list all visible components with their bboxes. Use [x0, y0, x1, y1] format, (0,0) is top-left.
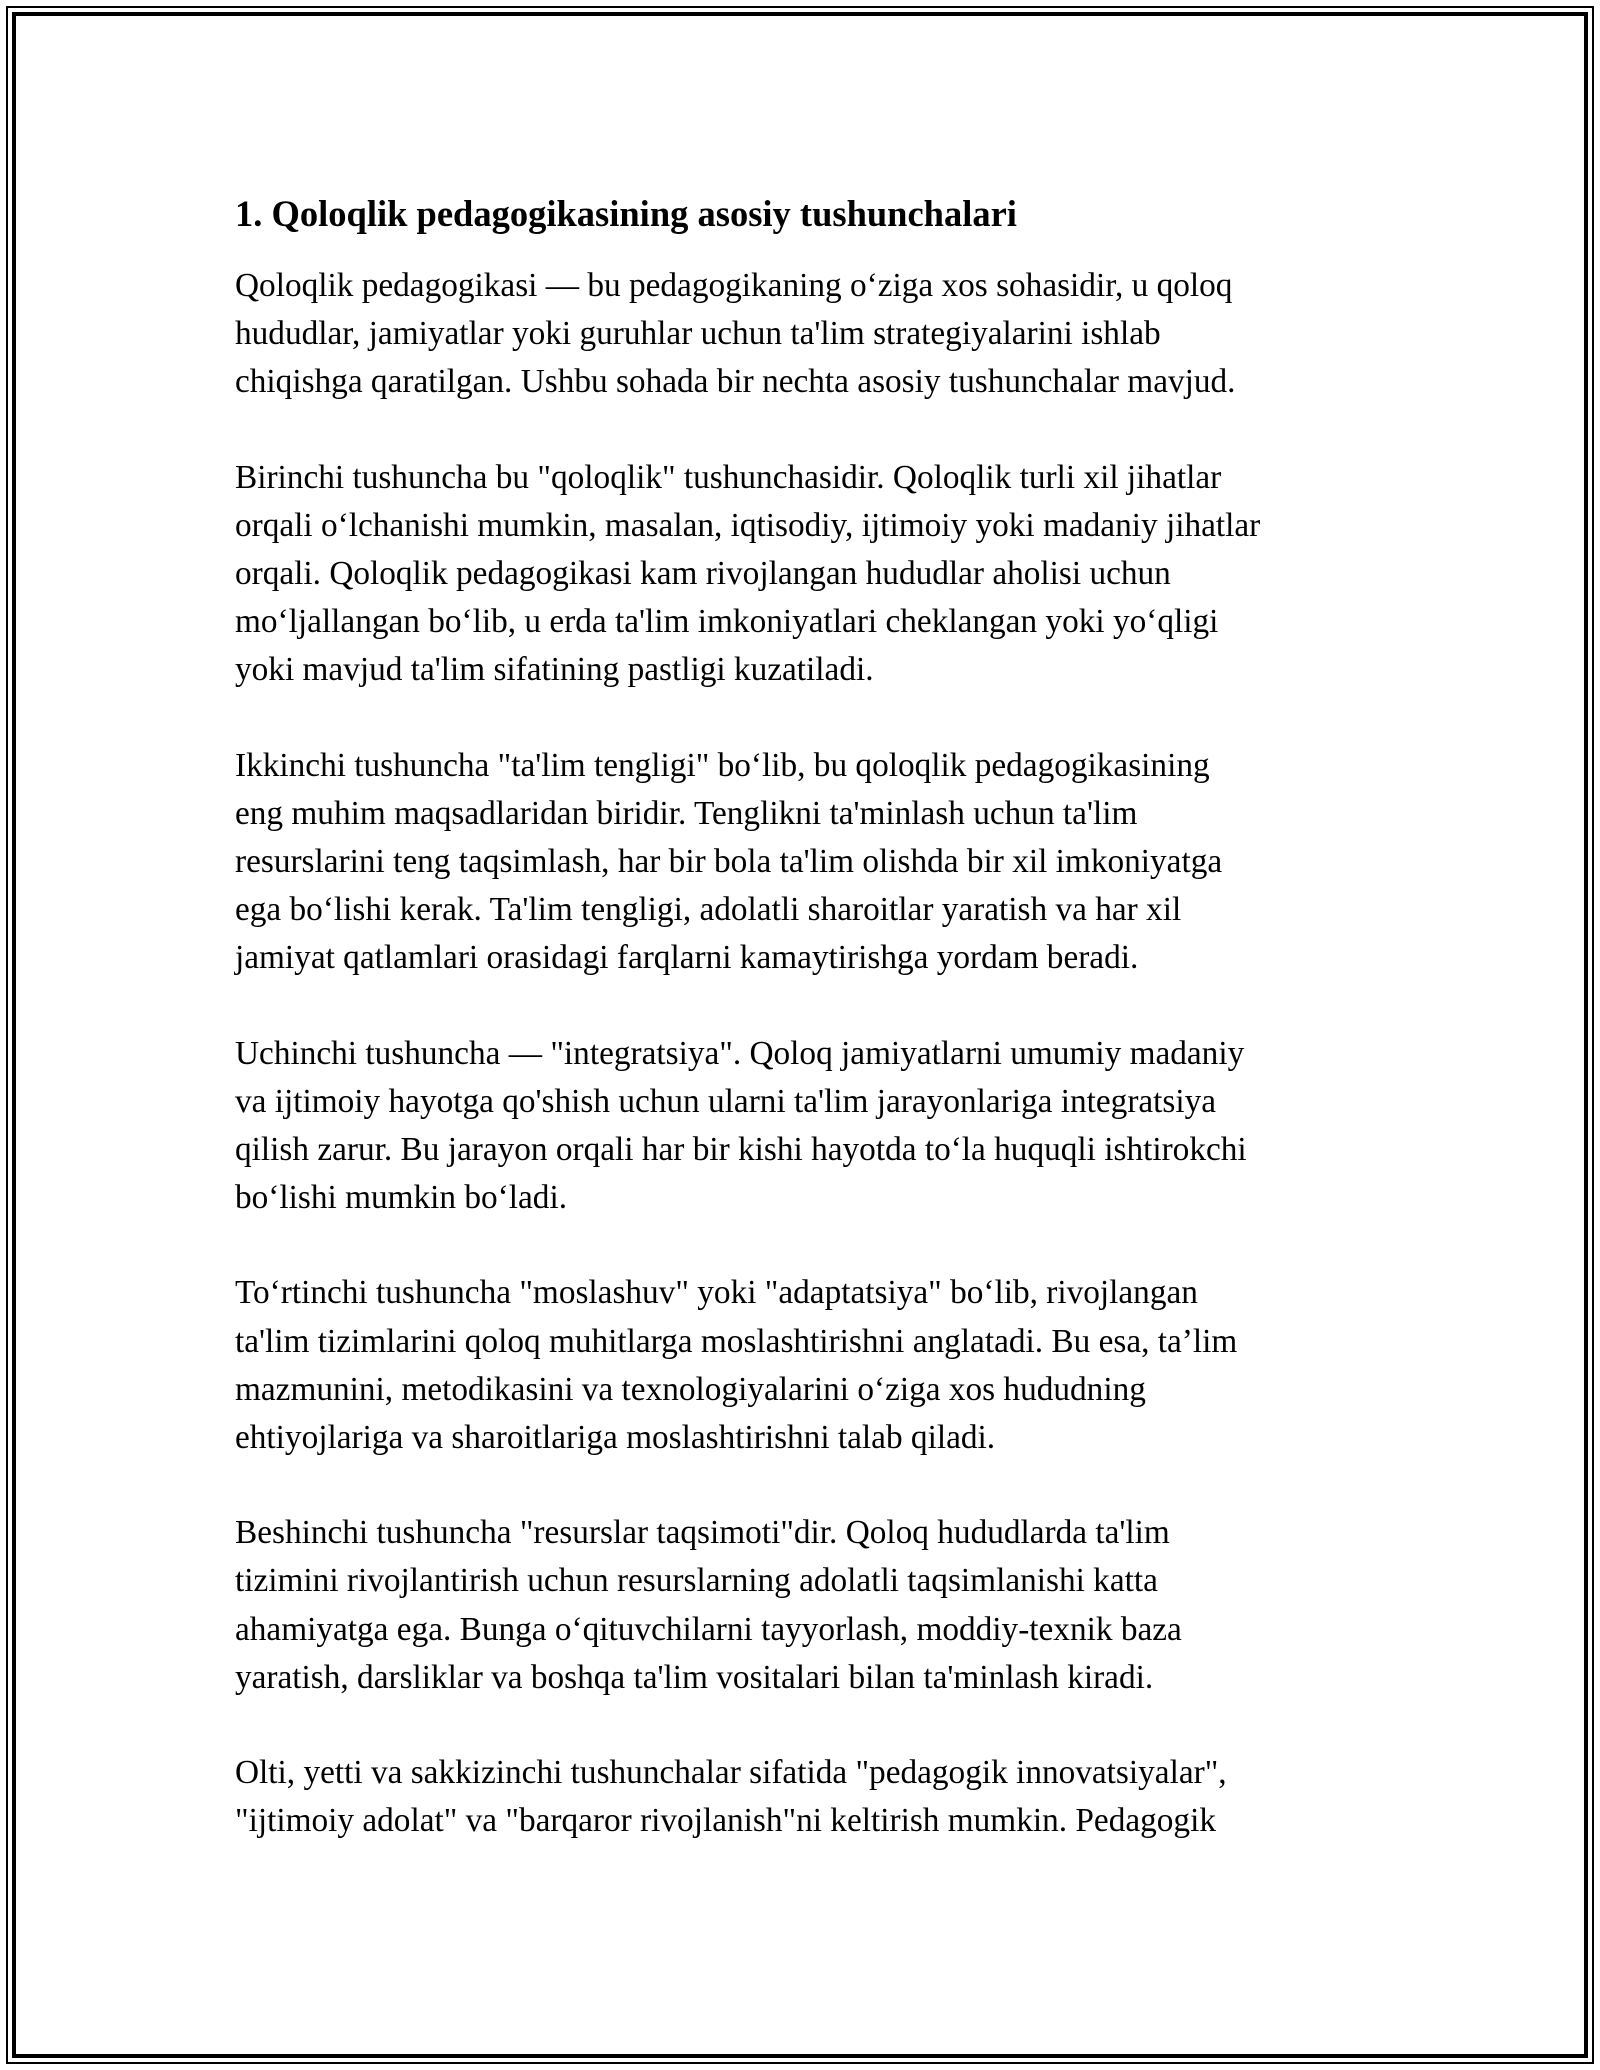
text-line: jamiyat qatlamlari orasidagi farqlarni kamaytirishga yordam beradi.: [235, 939, 1139, 977]
text-line: orqali. Qoloqlik pedagogikasi kam rivojlangan hududlar aholisi uchun: [235, 555, 1171, 593]
text-line: To‘rtinchi tushuncha "moslashuv" yoki "adaptatsiya" bo‘lib, rivojlangan: [235, 1274, 1198, 1312]
text-line: resurslarini teng taqsimlash, har bir bola ta'lim olishda bir xil imkoniyatga: [235, 843, 1223, 881]
text-line: bo‘lishi mumkin bo‘ladi.: [235, 1179, 568, 1217]
text-line: qilish zarur. Bu jarayon orqali har bir kishi hayotda to‘la huquqli ishtirokchi: [235, 1131, 1247, 1169]
text-line: Qoloqlik pedagogikasi — bu pedagogikaning o‘ziga xos sohasidir, u qoloq: [235, 267, 1233, 304]
text-line: eng muhim maqsadlaridan biridir. Tenglikni ta'minlash uchun ta'lim: [235, 794, 1138, 832]
paragraph-third-concept: [235, 1030, 1380, 1223]
text-line: "ijtimoiy adolat" va "barqaror rivojlanish"ni keltirish mumkin. Pedagogik: [235, 1802, 1216, 1840]
text-line: Beshinchi tushuncha "resurslar taqsimoti"dir. Qoloq hududlarda ta'lim: [235, 1514, 1170, 1552]
paragraph-first-concept: [235, 454, 1380, 695]
paragraph-fifth-concept: [235, 1509, 1380, 1702]
text-line: orqali o‘lchanishi mumkin, masalan, iqtisodiy, ijtimoiy yoki madaniy jihatlar: [235, 506, 1261, 544]
paragraph-fourth-concept: [235, 1269, 1380, 1462]
text-line: mo‘ljallangan bo‘lib, u erda ta'lim imkoniyatlari cheklangan yoki yo‘qligi: [235, 603, 1219, 641]
document-body: [235, 188, 1380, 1892]
text-line: va ijtimoiy hayotga qo'shish uchun ularni ta'lim jarayonlariga integratsiya: [235, 1082, 1217, 1120]
text-line: tizimini rivojlantirish uchun resurslarning adolatli taqsimlanishi katta: [235, 1562, 1158, 1600]
text-line: mazmunini, metodikasini va texnologiyalarini o‘ziga xos hududning: [235, 1370, 1146, 1408]
text-line: Birinchi tushuncha bu "qoloqlik" tushunchasidir. Qoloqlik turli xil jihatlar: [235, 458, 1222, 496]
text-line: yoki mavjud ta'lim sifatining pastligi kuzatiladi.: [235, 651, 874, 689]
text-line: ehtiyojlariga va sharoitlariga moslashtirishni talab qiladi.: [235, 1419, 996, 1457]
section-heading: 1. Qoloqlik pedagogikasining asosiy tushunchalari: [235, 193, 1017, 234]
text-line: hududlar, jamiyatlar yoki guruhlar uchun ta'lim strategiyalarini ishlab: [235, 315, 1161, 353]
text-line: Olti, yetti va sakkizinchi tushunchalar sifatida "pedagogik innovatsiyalar",: [235, 1754, 1227, 1792]
text-line: ta'lim tizimlarini qoloq muhitlarga moslashtirishni anglatadi. Bu esa, ta’lim: [235, 1322, 1238, 1360]
paragraph-intro: [235, 262, 1380, 407]
text-line: Ikkinchi tushuncha "ta'lim tengligi" bo‘lib, bu qoloqlik pedagogikasining: [235, 746, 1210, 784]
text-line: chiqishga qaratilgan. Ushbu sohada bir nechta asosiy tushunchalar mavjud.: [235, 363, 1236, 401]
text-line: ega bo‘lishi kerak. Ta'lim tengligi, adolatli sharoitlar yaratish va har xil: [235, 891, 1182, 929]
text-line: yaratish, darsliklar va boshqa ta'lim vositalari bilan ta'minlash kiradi.: [235, 1658, 1154, 1696]
paragraph-further-concepts: [235, 1749, 1380, 1845]
text-line: ahamiyatga ega. Bunga o‘qituvchilarni tayyorlash, moddiy-texnik baza: [235, 1610, 1182, 1648]
paragraph-second-concept: [235, 742, 1380, 983]
text-line: Uchinchi tushuncha — "integratsiya". Qoloq jamiyatlarni umumiy madaniy: [235, 1034, 1245, 1072]
